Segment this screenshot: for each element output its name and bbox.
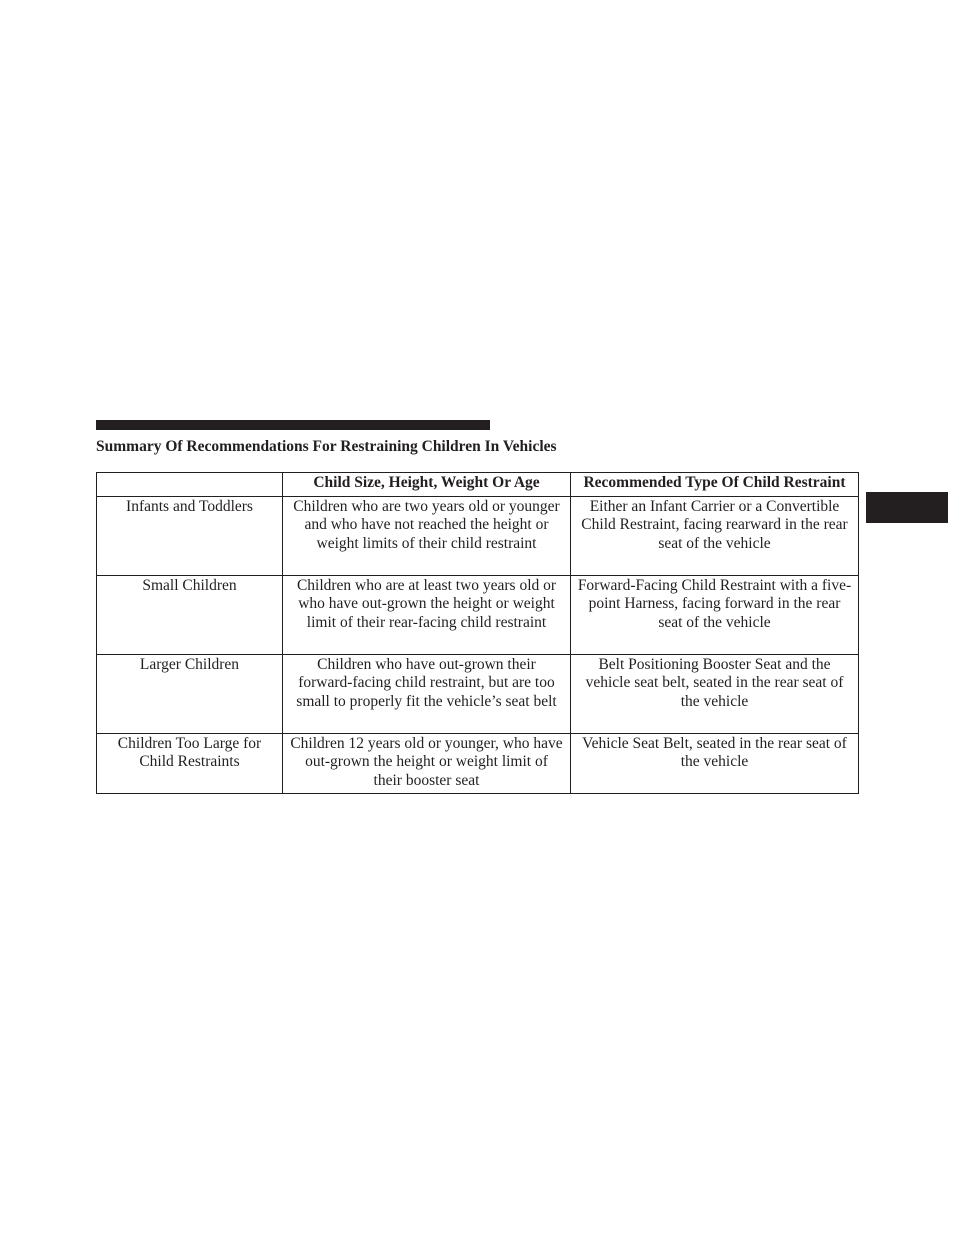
row-category: Infants and Toddlers [97,496,283,575]
table-row [97,654,859,733]
row-restraint: Either an Infant Carrier or a Convertible Child Restraint, facing rearward in the rear seat of the vehicle [571,496,859,575]
row-size: Children who have out-grown their forward-facing child restraint, but are too small to properly fit the vehicle’s seat belt [283,654,571,733]
row-restraint: Vehicle Seat Belt, seated in the rear seat of the vehicle [571,733,859,793]
row-size: Children who are two years old or younger and who have not reached the height or weight limits of their child restraint [283,496,571,575]
table-row [97,575,859,654]
header-recommended-restraint: Recommended Type Of Child Restraint [571,473,859,497]
row-category: Small Children [97,575,283,654]
row-restraint: Forward-Facing Child Restraint with a five-point Harness, facing forward in the rear seat of the vehicle [571,575,859,654]
table-title: Summary Of Recommendations For Restraining Children In Vehicles [96,438,557,455]
table-row [97,733,859,793]
row-category: Larger Children [97,654,283,733]
header-category [97,473,283,497]
section-header-rule [96,420,490,430]
table-header-row [97,473,859,497]
row-size: Children 12 years old or younger, who have out-grown the height or weight limit of their booster seat [283,733,571,793]
chapter-thumb-tab [866,492,948,523]
row-restraint: Belt Positioning Booster Seat and the vehicle seat belt, seated in the rear seat of the vehicle [571,654,859,733]
table-row [97,496,859,575]
header-child-size: Child Size, Height, Weight Or Age [283,473,571,497]
row-size: Children who are at least two years old or who have out-grown the height or weight limit of their rear-facing child restraint [283,575,571,654]
child-restraint-summary-table [96,472,859,794]
row-category: Children Too Large for Child Restraints [97,733,283,793]
